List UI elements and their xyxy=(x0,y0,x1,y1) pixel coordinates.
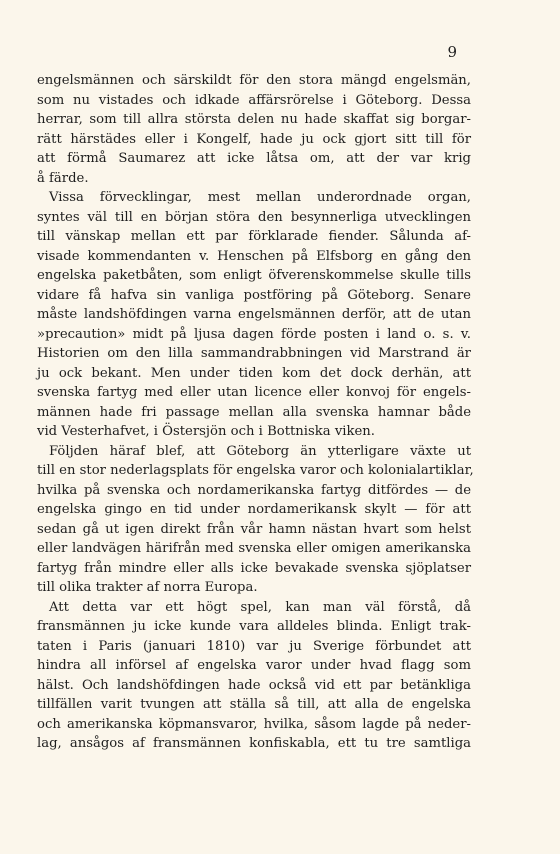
text-line: till olika trakter af norra Europa. xyxy=(37,580,258,595)
text-line: taten i Paris (januari 1810) var ju Sverige förbundet att xyxy=(37,638,471,654)
text-line: Att detta var ett högt spel, kan man väl förstå, då xyxy=(49,599,471,615)
text-line: hälst. Och landshöfdingen hade också vid ett par betänkliga xyxy=(37,677,471,693)
page-number: 9 xyxy=(447,43,457,61)
text-line: männen hade fri passage mellan alla svenska hamnar både xyxy=(37,404,471,420)
text-line: vidare få hafva sin vanliga postföring på Göteborg. Senare xyxy=(37,287,471,303)
text-line: fartyg från mindre eller alls icke bevakade svenska sjöplatser xyxy=(37,560,471,576)
text-line: Historien om den lilla sammandrabbningen vid Marstrand är xyxy=(37,346,471,361)
text-line: Följden häraf blef, att Göteborg än ytterligare växte ut xyxy=(49,443,471,459)
text-line: herrar, som till allra största delen nu hade skaffat sig borgar- xyxy=(37,112,471,127)
text-line: fransmännen ju icke kunde vara alldeles blinda. Enligt trak- xyxy=(37,619,471,634)
text-line: engelska gingo en tid under nordamerikansk skylt — för att xyxy=(37,502,471,517)
text-line: sedan gå ut igen direkt från vår hamn nästan hvart som helst xyxy=(37,521,471,537)
text-line: visade kommendanten v. Henschen på Elfsborg en gång den xyxy=(37,248,471,264)
text-line: rätt härstädes eller i Kongelf, hade ju ock gjort sitt till för xyxy=(37,131,471,147)
text-line: å färde. xyxy=(37,170,89,186)
body-text xyxy=(37,71,474,754)
text-line: som nu vistades och idkade affärsrörelse i Göteborg. Dessa xyxy=(37,92,471,108)
text-line: engelska paketbåten, som enligt öfverenskommelse skulle tills xyxy=(37,268,471,283)
text-line: tillfällen varit tvungen att ställa så till, att alla de engelska xyxy=(37,697,471,712)
text-line: måste landshöfdingen varna engelsmännen derför, att de utan xyxy=(37,307,471,322)
text-line: till vänskap mellan ett par förklarade fiender. Sålunda af- xyxy=(37,229,471,244)
text-line: vid Vesterhafvet, i Östersjön och i Bottniska viken. xyxy=(37,424,375,439)
text-line: syntes väl till en början störa den besynnerliga utvecklingen xyxy=(37,209,471,225)
text-line: eller landvägen härifrån med svenska eller omigen amerikanska xyxy=(37,541,471,556)
text-line: till en stor nederlagsplats för engelska varor och kolonialartiklar, xyxy=(37,463,474,478)
text-line: hvilka på svenska och nordamerikanska fartyg ditfördes — de xyxy=(37,482,471,498)
text-line: ju ock bekant. Men under tiden kom det dock derhän, att xyxy=(37,365,471,381)
text-line: »precaution» midt på ljusa dagen förde posten i land o. s. v. xyxy=(37,326,471,342)
text-line: svenska fartyg med eller utan licence eller konvoj för engels- xyxy=(37,385,471,400)
text-line: hindra all införsel af engelska varor under hvad flagg som xyxy=(37,658,471,673)
text-line: lag, ansågos af fransmännen konfiskabla, ett tu tre samtliga xyxy=(37,736,471,751)
text-line: och amerikanska köpmansvaror, hvilka, såsom lagde på neder- xyxy=(37,716,471,732)
text-line: Vissa förvecklingar, mest mellan underordnade organ, xyxy=(49,190,471,205)
text-line: att förmå Saumarez att icke låtsa om, att der var krig xyxy=(37,151,471,166)
text-line: engelsmännen och särskildt för den stora mängd engelsmän, xyxy=(37,73,471,88)
